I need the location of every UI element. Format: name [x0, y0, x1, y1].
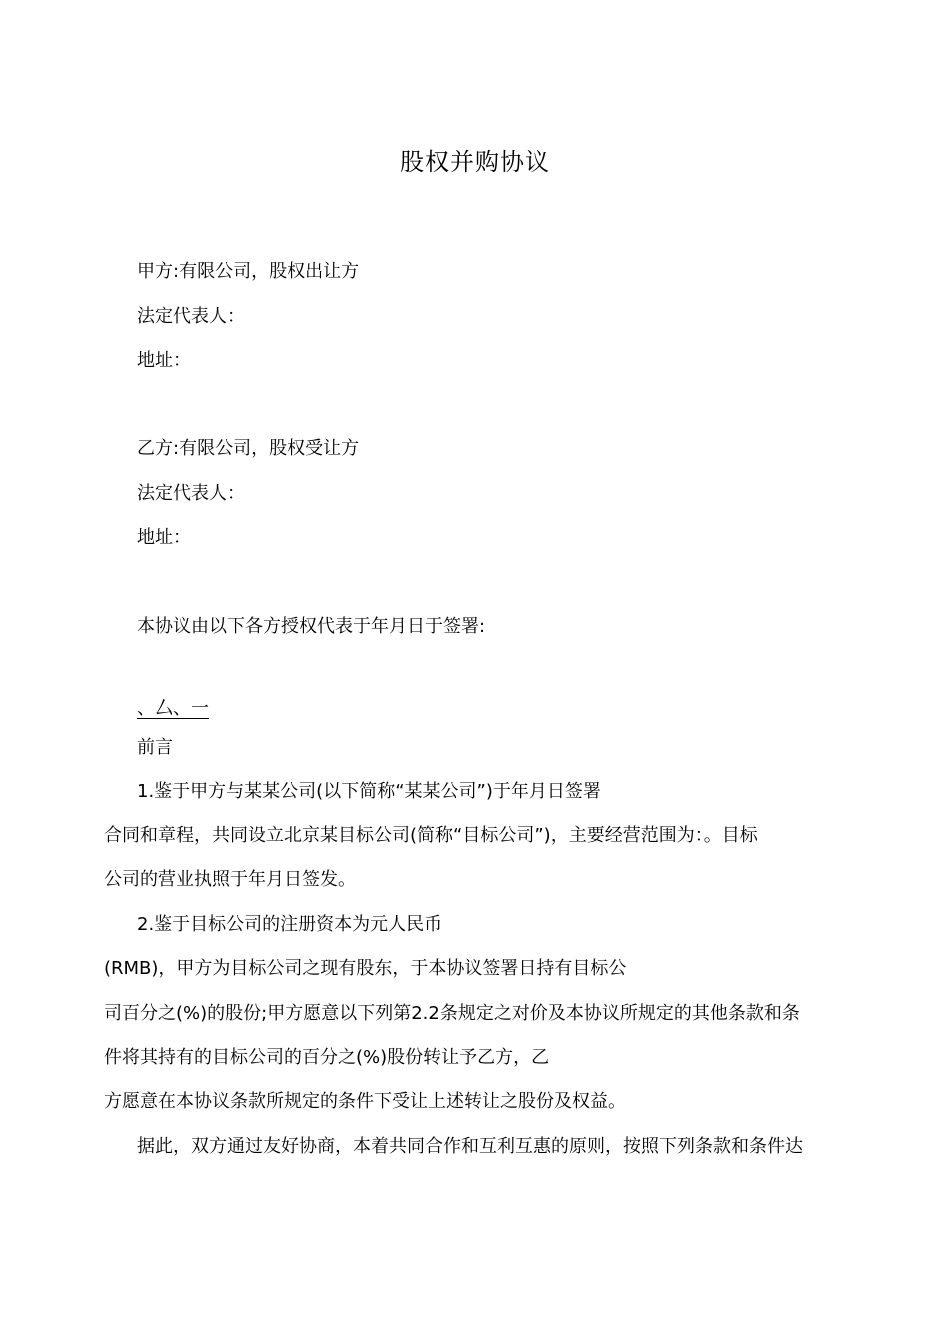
para2-line5: 方愿意在本协议条款所规定的条件下受让上述转让之股份及权益。 — [104, 1091, 626, 1112]
signing-statement: 本协议由以下各方授权代表于年月日于签署: — [137, 616, 486, 637]
party-b-address: 地址： — [137, 527, 191, 548]
party-a-representative: 法定代表人： — [137, 306, 245, 327]
party-b-label: 乙方:有限公司，股权受让方 — [137, 438, 360, 459]
section-mark: 、厶、一 — [137, 698, 209, 719]
document-title: 股权并购协议 — [400, 148, 550, 176]
para1-line3: 公司的营业执照于年月日签发。 — [104, 869, 356, 890]
para2-line2: (RMB)，甲方为目标公司之现有股东，于本协议签署日持有目标公 — [104, 958, 627, 979]
para1-line2: 合同和章程，共同设立北京某目标公司(简称“目标公司”)，主要经营范围为：。目标 — [104, 825, 758, 846]
preamble-heading: 前言 — [137, 737, 173, 758]
para1-line1: 1.鉴于甲方与某某公司(以下简称“某某公司”)于年月日签署 — [137, 781, 601, 802]
para3-line1: 据此，双方通过友好协商，本着共同合作和互利互惠的原则，按照下列条款和条件达 — [137, 1136, 803, 1157]
para2-line1: 2.鉴于目标公司的注册资本为元人民币 — [137, 914, 443, 935]
party-a-label: 甲方:有限公司，股权出让方 — [137, 261, 360, 282]
para2-line3: 司百分之(%)的股份;甲方愿意以下列第2.2条规定之对价及本协议所规定的其他条款和条 — [104, 1003, 800, 1024]
para2-line4: 件将其持有的目标公司的百分之(%)股份转让予乙方，乙 — [104, 1047, 550, 1068]
party-a-address: 地址： — [137, 350, 191, 371]
party-b-representative: 法定代表人： — [137, 483, 245, 504]
